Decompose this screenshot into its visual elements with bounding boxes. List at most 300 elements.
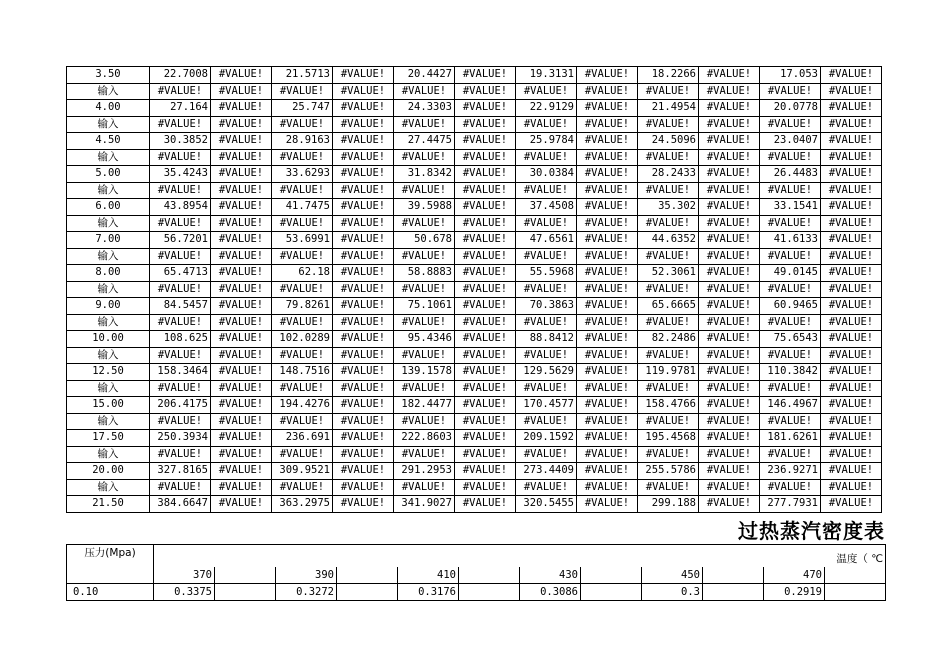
value-cell[interactable]: #VALUE! — [211, 116, 272, 133]
value-cell[interactable]: #VALUE! — [516, 182, 577, 199]
pressure-cell[interactable]: 输入 — [67, 116, 150, 133]
value-cell[interactable]: #VALUE! — [333, 347, 394, 364]
value-cell[interactable]: #VALUE! — [577, 314, 638, 331]
value-cell[interactable]: #VALUE! — [272, 314, 333, 331]
value-cell[interactable]: #VALUE! — [455, 430, 516, 447]
value-cell[interactable]: 52.3061 — [638, 265, 699, 282]
value-cell[interactable]: #VALUE! — [577, 364, 638, 381]
value-cell[interactable]: #VALUE! — [699, 133, 760, 150]
value-cell[interactable]: #VALUE! — [272, 446, 333, 463]
value-cell[interactable]: 37.4508 — [516, 199, 577, 216]
value-cell[interactable]: #VALUE! — [760, 479, 821, 496]
value-cell[interactable]: #VALUE! — [699, 479, 760, 496]
pressure-cell[interactable]: 8.00 — [67, 265, 150, 282]
value-cell[interactable]: 26.4483 — [760, 166, 821, 183]
value-cell[interactable]: #VALUE! — [699, 215, 760, 232]
value-cell[interactable]: 79.8261 — [272, 298, 333, 315]
value-cell[interactable]: 110.3842 — [760, 364, 821, 381]
value-cell[interactable]: #VALUE! — [455, 298, 516, 315]
value-cell[interactable]: #VALUE! — [577, 182, 638, 199]
value-cell[interactable]: #VALUE! — [211, 430, 272, 447]
value-cell[interactable]: #VALUE! — [821, 166, 882, 183]
value-cell[interactable]: #VALUE! — [333, 116, 394, 133]
value-cell[interactable]: 158.4766 — [638, 397, 699, 414]
value-cell[interactable]: #VALUE! — [821, 413, 882, 430]
value-cell[interactable]: #VALUE! — [333, 479, 394, 496]
value-cell[interactable]: 55.5968 — [516, 265, 577, 282]
value-cell[interactable]: #VALUE! — [211, 397, 272, 414]
value-cell[interactable]: #VALUE! — [577, 298, 638, 315]
value-cell[interactable]: #VALUE! — [272, 413, 333, 430]
value-cell[interactable]: #VALUE! — [638, 479, 699, 496]
pressure-cell[interactable]: 0.10 — [67, 584, 154, 601]
value-cell[interactable]: #VALUE! — [699, 463, 760, 480]
value-cell[interactable]: #VALUE! — [821, 347, 882, 364]
value-cell[interactable]: #VALUE! — [455, 215, 516, 232]
value-cell[interactable]: #VALUE! — [333, 248, 394, 265]
value-cell[interactable]: #VALUE! — [150, 380, 211, 397]
value-cell[interactable]: #VALUE! — [272, 83, 333, 100]
value-cell[interactable]: 341.9027 — [394, 496, 455, 513]
value-cell[interactable]: #VALUE! — [333, 166, 394, 183]
value-cell[interactable]: #VALUE! — [394, 413, 455, 430]
value-cell[interactable]: 21.4954 — [638, 100, 699, 117]
pressure-cell[interactable]: 输入 — [67, 248, 150, 265]
value-cell[interactable]: #VALUE! — [821, 232, 882, 249]
value-cell[interactable]: #VALUE! — [699, 298, 760, 315]
value-cell[interactable]: #VALUE! — [760, 446, 821, 463]
value-cell[interactable]: #VALUE! — [638, 116, 699, 133]
value-cell[interactable]: 75.1061 — [394, 298, 455, 315]
value-cell[interactable]: #VALUE! — [394, 215, 455, 232]
value-cell[interactable]: #VALUE! — [150, 215, 211, 232]
value-cell[interactable]: 88.8412 — [516, 331, 577, 348]
value-cell[interactable]: 236.9271 — [760, 463, 821, 480]
value-cell[interactable]: 41.6133 — [760, 232, 821, 249]
value-cell[interactable]: 320.5455 — [516, 496, 577, 513]
value-cell[interactable]: #VALUE! — [699, 265, 760, 282]
value-cell[interactable]: #VALUE! — [821, 364, 882, 381]
value-cell[interactable]: #VALUE! — [577, 331, 638, 348]
value-cell[interactable]: #VALUE! — [760, 248, 821, 265]
value-cell[interactable]: #VALUE! — [760, 116, 821, 133]
value-cell[interactable]: 139.1578 — [394, 364, 455, 381]
value-cell[interactable]: #VALUE! — [760, 347, 821, 364]
density-cell[interactable]: 0.2919 — [764, 584, 825, 601]
value-cell[interactable]: #VALUE! — [150, 248, 211, 265]
value-cell[interactable]: #VALUE! — [516, 215, 577, 232]
value-cell[interactable]: 327.8165 — [150, 463, 211, 480]
value-cell[interactable]: 70.3863 — [516, 298, 577, 315]
value-cell[interactable]: #VALUE! — [699, 430, 760, 447]
value-cell[interactable]: #VALUE! — [699, 397, 760, 414]
value-cell[interactable]: #VALUE! — [333, 397, 394, 414]
value-cell[interactable]: 75.6543 — [760, 331, 821, 348]
value-cell[interactable]: #VALUE! — [394, 182, 455, 199]
value-cell[interactable]: #VALUE! — [699, 116, 760, 133]
value-cell[interactable]: #VALUE! — [272, 347, 333, 364]
value-cell[interactable]: #VALUE! — [211, 496, 272, 513]
value-cell[interactable]: 209.1592 — [516, 430, 577, 447]
value-cell[interactable]: #VALUE! — [211, 413, 272, 430]
value-cell[interactable]: #VALUE! — [455, 232, 516, 249]
value-cell[interactable]: #VALUE! — [821, 116, 882, 133]
value-cell[interactable]: #VALUE! — [760, 413, 821, 430]
value-cell[interactable]: #VALUE! — [333, 463, 394, 480]
value-cell[interactable]: #VALUE! — [577, 446, 638, 463]
value-cell[interactable]: 222.8603 — [394, 430, 455, 447]
value-cell[interactable]: #VALUE! — [333, 67, 394, 84]
value-cell[interactable]: #VALUE! — [821, 298, 882, 315]
value-cell[interactable]: #VALUE! — [760, 182, 821, 199]
value-cell[interactable]: #VALUE! — [150, 314, 211, 331]
pressure-cell[interactable]: 9.00 — [67, 298, 150, 315]
value-cell[interactable]: #VALUE! — [821, 397, 882, 414]
value-cell[interactable]: 20.0778 — [760, 100, 821, 117]
pressure-cell[interactable]: 3.50 — [67, 67, 150, 84]
value-cell[interactable]: #VALUE! — [821, 430, 882, 447]
value-cell[interactable]: 291.2953 — [394, 463, 455, 480]
value-cell[interactable]: 22.9129 — [516, 100, 577, 117]
value-cell[interactable]: 194.4276 — [272, 397, 333, 414]
value-cell[interactable]: #VALUE! — [150, 83, 211, 100]
value-cell[interactable]: #VALUE! — [211, 248, 272, 265]
value-cell[interactable]: 384.6647 — [150, 496, 211, 513]
value-cell[interactable]: #VALUE! — [394, 248, 455, 265]
value-cell[interactable]: #VALUE! — [699, 496, 760, 513]
value-cell[interactable]: #VALUE! — [577, 413, 638, 430]
value-cell[interactable]: #VALUE! — [821, 248, 882, 265]
value-cell[interactable]: #VALUE! — [699, 331, 760, 348]
pressure-cell[interactable]: 10.00 — [67, 331, 150, 348]
value-cell[interactable]: #VALUE! — [394, 83, 455, 100]
value-cell[interactable]: #VALUE! — [577, 248, 638, 265]
value-cell[interactable]: #VALUE! — [638, 347, 699, 364]
value-cell[interactable]: #VALUE! — [516, 413, 577, 430]
value-cell[interactable]: 148.7516 — [272, 364, 333, 381]
pressure-cell[interactable]: 4.00 — [67, 100, 150, 117]
value-cell[interactable]: 170.4577 — [516, 397, 577, 414]
value-cell[interactable]: 27.4475 — [394, 133, 455, 150]
value-cell[interactable]: #VALUE! — [455, 133, 516, 150]
value-cell[interactable]: #VALUE! — [760, 314, 821, 331]
value-cell[interactable]: 158.3464 — [150, 364, 211, 381]
value-cell[interactable]: #VALUE! — [577, 265, 638, 282]
value-cell[interactable]: #VALUE! — [455, 446, 516, 463]
density-cell[interactable]: 0.3176 — [398, 584, 459, 601]
value-cell[interactable]: #VALUE! — [211, 232, 272, 249]
value-cell[interactable]: #VALUE! — [577, 100, 638, 117]
value-cell[interactable]: 28.9163 — [272, 133, 333, 150]
value-cell[interactable]: #VALUE! — [699, 166, 760, 183]
value-cell[interactable]: 33.1541 — [760, 199, 821, 216]
value-cell[interactable]: #VALUE! — [211, 380, 272, 397]
value-cell[interactable]: #VALUE! — [333, 265, 394, 282]
value-cell[interactable]: #VALUE! — [638, 182, 699, 199]
density-cell[interactable]: 0.3375 — [154, 584, 215, 601]
value-cell[interactable]: #VALUE! — [272, 116, 333, 133]
value-cell[interactable]: #VALUE! — [577, 83, 638, 100]
value-cell[interactable]: #VALUE! — [211, 364, 272, 381]
value-cell[interactable]: 273.4409 — [516, 463, 577, 480]
value-cell[interactable]: #VALUE! — [821, 331, 882, 348]
value-cell[interactable]: #VALUE! — [699, 446, 760, 463]
value-cell[interactable]: #VALUE! — [455, 364, 516, 381]
value-cell[interactable]: 43.8954 — [150, 199, 211, 216]
value-cell[interactable]: #VALUE! — [333, 182, 394, 199]
value-cell[interactable]: #VALUE! — [333, 133, 394, 150]
value-cell[interactable]: #VALUE! — [455, 331, 516, 348]
value-cell[interactable]: 181.6261 — [760, 430, 821, 447]
value-cell[interactable]: 21.5713 — [272, 67, 333, 84]
value-cell[interactable]: #VALUE! — [333, 83, 394, 100]
value-cell[interactable]: #VALUE! — [821, 446, 882, 463]
value-cell[interactable]: 24.5096 — [638, 133, 699, 150]
value-cell[interactable]: 35.302 — [638, 199, 699, 216]
value-cell[interactable]: #VALUE! — [516, 314, 577, 331]
value-cell[interactable]: #VALUE! — [211, 182, 272, 199]
value-cell[interactable]: 28.2433 — [638, 166, 699, 183]
value-cell[interactable]: 95.4346 — [394, 331, 455, 348]
value-cell[interactable]: #VALUE! — [577, 133, 638, 150]
value-cell[interactable]: #VALUE! — [333, 430, 394, 447]
value-cell[interactable]: 277.7931 — [760, 496, 821, 513]
pressure-cell[interactable]: 输入 — [67, 281, 150, 298]
pressure-cell[interactable]: 6.00 — [67, 199, 150, 216]
value-cell[interactable]: #VALUE! — [699, 182, 760, 199]
value-cell[interactable]: #VALUE! — [516, 380, 577, 397]
value-cell[interactable]: #VALUE! — [638, 83, 699, 100]
value-cell[interactable]: #VALUE! — [821, 380, 882, 397]
value-cell[interactable]: 182.4477 — [394, 397, 455, 414]
value-cell[interactable]: #VALUE! — [699, 413, 760, 430]
value-cell[interactable]: 62.18 — [272, 265, 333, 282]
value-cell[interactable]: #VALUE! — [760, 281, 821, 298]
value-cell[interactable]: #VALUE! — [577, 116, 638, 133]
value-cell[interactable]: #VALUE! — [150, 281, 211, 298]
value-cell[interactable]: #VALUE! — [516, 83, 577, 100]
value-cell[interactable]: #VALUE! — [638, 380, 699, 397]
value-cell[interactable]: #VALUE! — [455, 496, 516, 513]
value-cell[interactable]: #VALUE! — [211, 100, 272, 117]
value-cell[interactable]: #VALUE! — [333, 413, 394, 430]
value-cell[interactable]: #VALUE! — [821, 281, 882, 298]
pressure-cell[interactable]: 输入 — [67, 83, 150, 100]
value-cell[interactable]: #VALUE! — [333, 100, 394, 117]
value-cell[interactable]: #VALUE! — [333, 298, 394, 315]
value-cell[interactable]: #VALUE! — [699, 100, 760, 117]
value-cell[interactable]: 53.6991 — [272, 232, 333, 249]
density-cell[interactable]: 0.3272 — [276, 584, 337, 601]
value-cell[interactable]: #VALUE! — [394, 380, 455, 397]
value-cell[interactable]: #VALUE! — [577, 397, 638, 414]
value-cell[interactable]: #VALUE! — [821, 83, 882, 100]
value-cell[interactable]: #VALUE! — [699, 83, 760, 100]
value-cell[interactable]: #VALUE! — [150, 479, 211, 496]
value-cell[interactable]: #VALUE! — [211, 166, 272, 183]
value-cell[interactable]: #VALUE! — [699, 364, 760, 381]
value-cell[interactable]: 58.8883 — [394, 265, 455, 282]
value-cell[interactable]: #VALUE! — [516, 116, 577, 133]
pressure-cell[interactable]: 5.00 — [67, 166, 150, 183]
value-cell[interactable]: 30.0384 — [516, 166, 577, 183]
value-cell[interactable]: 84.5457 — [150, 298, 211, 315]
value-cell[interactable]: 27.164 — [150, 100, 211, 117]
value-cell[interactable]: #VALUE! — [577, 347, 638, 364]
value-cell[interactable]: #VALUE! — [211, 463, 272, 480]
pressure-cell[interactable]: 12.50 — [67, 364, 150, 381]
value-cell[interactable]: 25.747 — [272, 100, 333, 117]
value-cell[interactable]: 41.7475 — [272, 199, 333, 216]
value-cell[interactable]: 129.5629 — [516, 364, 577, 381]
pressure-cell[interactable]: 15.00 — [67, 397, 150, 414]
value-cell[interactable]: 47.6561 — [516, 232, 577, 249]
value-cell[interactable]: #VALUE! — [577, 463, 638, 480]
value-cell[interactable]: 19.3131 — [516, 67, 577, 84]
value-cell[interactable]: #VALUE! — [455, 182, 516, 199]
value-cell[interactable]: #VALUE! — [516, 479, 577, 496]
value-cell[interactable]: #VALUE! — [821, 215, 882, 232]
value-cell[interactable]: #VALUE! — [333, 364, 394, 381]
value-cell[interactable]: #VALUE! — [699, 281, 760, 298]
value-cell[interactable]: #VALUE! — [211, 298, 272, 315]
value-cell[interactable]: #VALUE! — [638, 215, 699, 232]
value-cell[interactable]: #VALUE! — [699, 199, 760, 216]
value-cell[interactable]: #VALUE! — [455, 149, 516, 166]
value-cell[interactable]: #VALUE! — [211, 67, 272, 84]
value-cell[interactable]: #VALUE! — [577, 281, 638, 298]
density-cell[interactable]: 0.3086 — [520, 584, 581, 601]
value-cell[interactable]: #VALUE! — [577, 149, 638, 166]
value-cell[interactable]: #VALUE! — [272, 149, 333, 166]
value-cell[interactable]: 108.625 — [150, 331, 211, 348]
value-cell[interactable]: #VALUE! — [638, 446, 699, 463]
value-cell[interactable]: #VALUE! — [577, 67, 638, 84]
value-cell[interactable]: #VALUE! — [211, 199, 272, 216]
value-cell[interactable]: 22.7008 — [150, 67, 211, 84]
pressure-cell[interactable]: 输入 — [67, 380, 150, 397]
value-cell[interactable]: 44.6352 — [638, 232, 699, 249]
value-cell[interactable]: 25.9784 — [516, 133, 577, 150]
value-cell[interactable]: 146.4967 — [760, 397, 821, 414]
value-cell[interactable]: #VALUE! — [211, 133, 272, 150]
value-cell[interactable]: #VALUE! — [455, 314, 516, 331]
pressure-cell[interactable]: 输入 — [67, 215, 150, 232]
value-cell[interactable]: #VALUE! — [638, 149, 699, 166]
pressure-cell[interactable]: 输入 — [67, 182, 150, 199]
value-cell[interactable]: #VALUE! — [821, 133, 882, 150]
value-cell[interactable]: #VALUE! — [211, 83, 272, 100]
value-cell[interactable]: #VALUE! — [699, 232, 760, 249]
value-cell[interactable]: #VALUE! — [333, 331, 394, 348]
value-cell[interactable]: #VALUE! — [150, 413, 211, 430]
pressure-cell[interactable]: 4.50 — [67, 133, 150, 150]
value-cell[interactable]: #VALUE! — [455, 199, 516, 216]
value-cell[interactable]: 206.4175 — [150, 397, 211, 414]
value-cell[interactable]: 20.4427 — [394, 67, 455, 84]
value-cell[interactable]: #VALUE! — [394, 314, 455, 331]
value-cell[interactable]: #VALUE! — [638, 413, 699, 430]
value-cell[interactable]: #VALUE! — [699, 149, 760, 166]
value-cell[interactable]: 35.4243 — [150, 166, 211, 183]
value-cell[interactable]: #VALUE! — [333, 446, 394, 463]
value-cell[interactable]: #VALUE! — [577, 166, 638, 183]
value-cell[interactable]: #VALUE! — [272, 248, 333, 265]
value-cell[interactable]: #VALUE! — [333, 281, 394, 298]
value-cell[interactable]: #VALUE! — [699, 347, 760, 364]
value-cell[interactable]: 24.3303 — [394, 100, 455, 117]
value-cell[interactable]: 102.0289 — [272, 331, 333, 348]
value-cell[interactable]: #VALUE! — [455, 83, 516, 100]
value-cell[interactable]: #VALUE! — [394, 149, 455, 166]
value-cell[interactable]: #VALUE! — [577, 380, 638, 397]
pressure-cell[interactable]: 输入 — [67, 149, 150, 166]
value-cell[interactable]: #VALUE! — [821, 149, 882, 166]
value-cell[interactable]: #VALUE! — [455, 281, 516, 298]
value-cell[interactable]: #VALUE! — [455, 380, 516, 397]
value-cell[interactable]: #VALUE! — [455, 100, 516, 117]
value-cell[interactable]: #VALUE! — [455, 397, 516, 414]
value-cell[interactable]: #VALUE! — [821, 67, 882, 84]
pressure-cell[interactable]: 输入 — [67, 479, 150, 496]
value-cell[interactable]: #VALUE! — [577, 496, 638, 513]
value-cell[interactable]: 30.3852 — [150, 133, 211, 150]
value-cell[interactable]: #VALUE! — [699, 380, 760, 397]
value-cell[interactable]: #VALUE! — [333, 380, 394, 397]
value-cell[interactable]: #VALUE! — [455, 347, 516, 364]
value-cell[interactable]: #VALUE! — [516, 347, 577, 364]
value-cell[interactable]: #VALUE! — [699, 314, 760, 331]
value-cell[interactable]: #VALUE! — [211, 347, 272, 364]
value-cell[interactable]: 31.8342 — [394, 166, 455, 183]
value-cell[interactable]: #VALUE! — [577, 430, 638, 447]
value-cell[interactable]: #VALUE! — [516, 281, 577, 298]
value-cell[interactable]: #VALUE! — [760, 83, 821, 100]
value-cell[interactable]: #VALUE! — [638, 248, 699, 265]
value-cell[interactable]: #VALUE! — [577, 199, 638, 216]
value-cell[interactable]: #VALUE! — [577, 479, 638, 496]
value-cell[interactable]: 18.2266 — [638, 67, 699, 84]
value-cell[interactable]: #VALUE! — [150, 116, 211, 133]
value-cell[interactable]: 49.0145 — [760, 265, 821, 282]
value-cell[interactable]: #VALUE! — [211, 331, 272, 348]
value-cell[interactable]: 82.2486 — [638, 331, 699, 348]
value-cell[interactable]: 60.9465 — [760, 298, 821, 315]
value-cell[interactable]: #VALUE! — [211, 314, 272, 331]
value-cell[interactable]: #VALUE! — [211, 149, 272, 166]
value-cell[interactable]: #VALUE! — [577, 232, 638, 249]
value-cell[interactable]: #VALUE! — [333, 215, 394, 232]
value-cell[interactable]: #VALUE! — [272, 380, 333, 397]
value-cell[interactable]: 17.053 — [760, 67, 821, 84]
value-cell[interactable]: #VALUE! — [577, 215, 638, 232]
value-cell[interactable]: #VALUE! — [211, 215, 272, 232]
value-cell[interactable]: 33.6293 — [272, 166, 333, 183]
value-cell[interactable]: #VALUE! — [272, 182, 333, 199]
value-cell[interactable]: #VALUE! — [821, 265, 882, 282]
value-cell[interactable]: #VALUE! — [150, 347, 211, 364]
value-cell[interactable]: 65.6665 — [638, 298, 699, 315]
value-cell[interactable]: #VALUE! — [211, 446, 272, 463]
value-cell[interactable]: #VALUE! — [394, 446, 455, 463]
value-cell[interactable]: #VALUE! — [394, 347, 455, 364]
value-cell[interactable]: #VALUE! — [821, 199, 882, 216]
value-cell[interactable]: #VALUE! — [333, 314, 394, 331]
pressure-cell[interactable]: 20.00 — [67, 463, 150, 480]
value-cell[interactable]: #VALUE! — [333, 149, 394, 166]
value-cell[interactable]: 56.7201 — [150, 232, 211, 249]
value-cell[interactable]: #VALUE! — [211, 281, 272, 298]
